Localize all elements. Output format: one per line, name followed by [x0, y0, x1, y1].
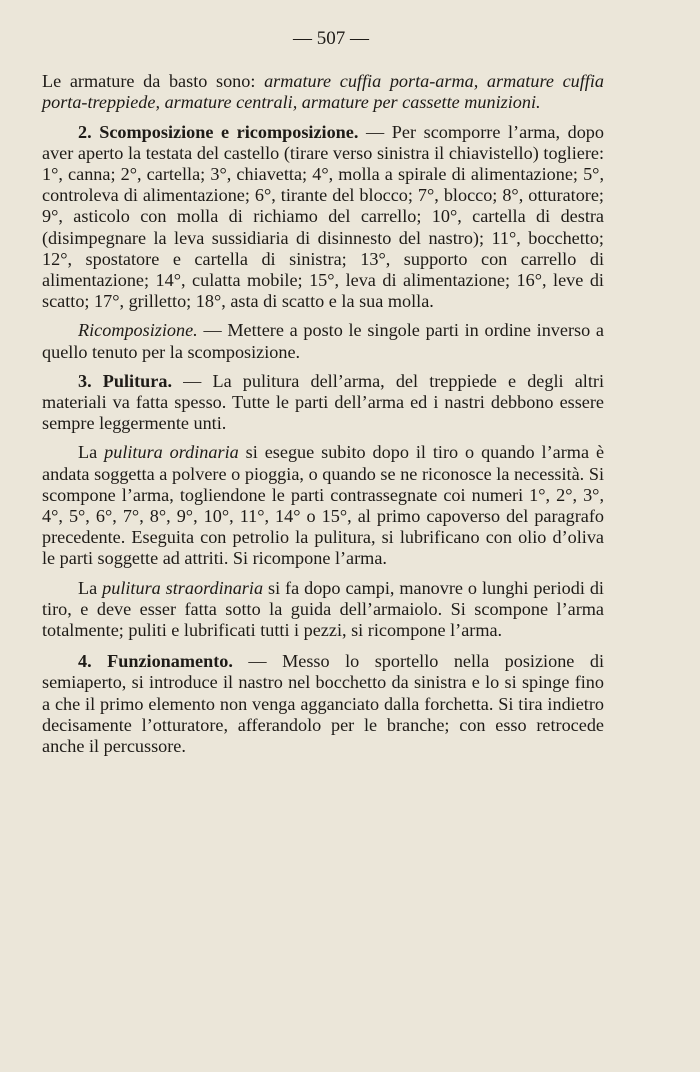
straordinaria-body: si fa dopo campi, manovre o lunghi periodi di tiro, e deve esser fatta sotto la guida dell’armaiolo. Si scompone l’arma totalmente; puliti e lubrificati tutti i pezzi, si ricompone l’arma. [42, 577, 604, 641]
section-4-paragraph [42, 651, 604, 757]
section-4-body: — Messo lo sportello nella posizione di semiaperto, si introduce il nastro nel bocchetto da sinistra e lo si spinge fino a che il primo elemento non venga agganciato dalla forchetta. Si tira indietro decisamente l’otturatore, afferandolo per le branche; con esso retrocede anche il percussore. [42, 651, 604, 757]
ordinaria-body: si esegue subito dopo il tiro o quando l’arma è andata soggetta a polvere o pioggia, o quando se ne riconosce la necessità. Si scompone l’arma, togliendone le parti contrassegnate coi numeri 1°, 2°, 3°, 4°, 5°, 6°, 7°, 8°, 9°, 10°, 11°, 14° o 15°, al primo capoverso del paragrafo precedente. Eseguita con petrolio la pulitura, si lubrificano con olio d’oliva le parti soggette ad attriti. Si ricompone l’arma. [42, 442, 605, 569]
ricomposizione-heading: Ricomposizione. [78, 320, 198, 341]
section-2-heading: 2. Scomposizione e ricomposizione. [78, 121, 359, 142]
intro-italic-list: armature cuffia porta-arma, armature cuffia porta-treppiede, armature centrali, armature per cassette munizioni. [42, 71, 605, 113]
ordinaria-term: pulitura ordinaria [104, 442, 239, 463]
ricomposizione-body: — Mettere a posto le singole parti in ordine inverso a quello tenuto per la scomposizione. [42, 320, 604, 362]
section-2-paragraph [42, 122, 604, 313]
section-4-heading: 4. Funzionamento. [78, 651, 233, 672]
page-number: — 507 — [293, 28, 369, 49]
intro-paragraph [42, 71, 604, 113]
ordinaria-lead: La [78, 442, 105, 463]
straordinaria-lead: La [78, 577, 103, 598]
pulitura-ordinaria-paragraph [42, 442, 604, 569]
straordinaria-term: pulitura straordinaria [102, 577, 264, 598]
section-3-body: — La pulitura dell’arma, del treppiede e degli altri materiali va fatta spesso. Tutte le parti dell’arma ed i nastri debbono essere sempre leggermente unti. [42, 370, 604, 434]
ricomposizione-paragraph [42, 320, 604, 362]
section-2-body: — Per scomporre l’arma, dopo aver aperto la testata del castello (tirare verso sinistra il chiavistello) togliere: 1°, canna; 2°, cartella; 3°, chiavetta; 4°, molla a spirale di alimentazione; 5°, controleva di alimentazione; 6°, tirante del blocco; 7°, blocco; 8°, otturatore; 9°, asticolo con molla di richiamo del carrello; 10°, cartella di destra (disimpegnare la leva sussidiaria di disinnesto del nastro); 11°, bocchetto; 12°, spostatore e cartella di sinistra; 13°, supporto con carrello di alimentazione; 14°, culatta mobile; 15°, leva di alimentazione; 16°, leve di scatto; 17°, grilletto; 18°, asta di scatto e la sua molla. [42, 121, 604, 312]
section-3-heading: 3. Pulitura. [78, 370, 172, 391]
pulitura-straordinaria-paragraph [42, 578, 604, 642]
intro-text: Le armature da basto sono: [42, 71, 265, 92]
document-page [42, 28, 604, 757]
section-3-paragraph [42, 371, 604, 435]
